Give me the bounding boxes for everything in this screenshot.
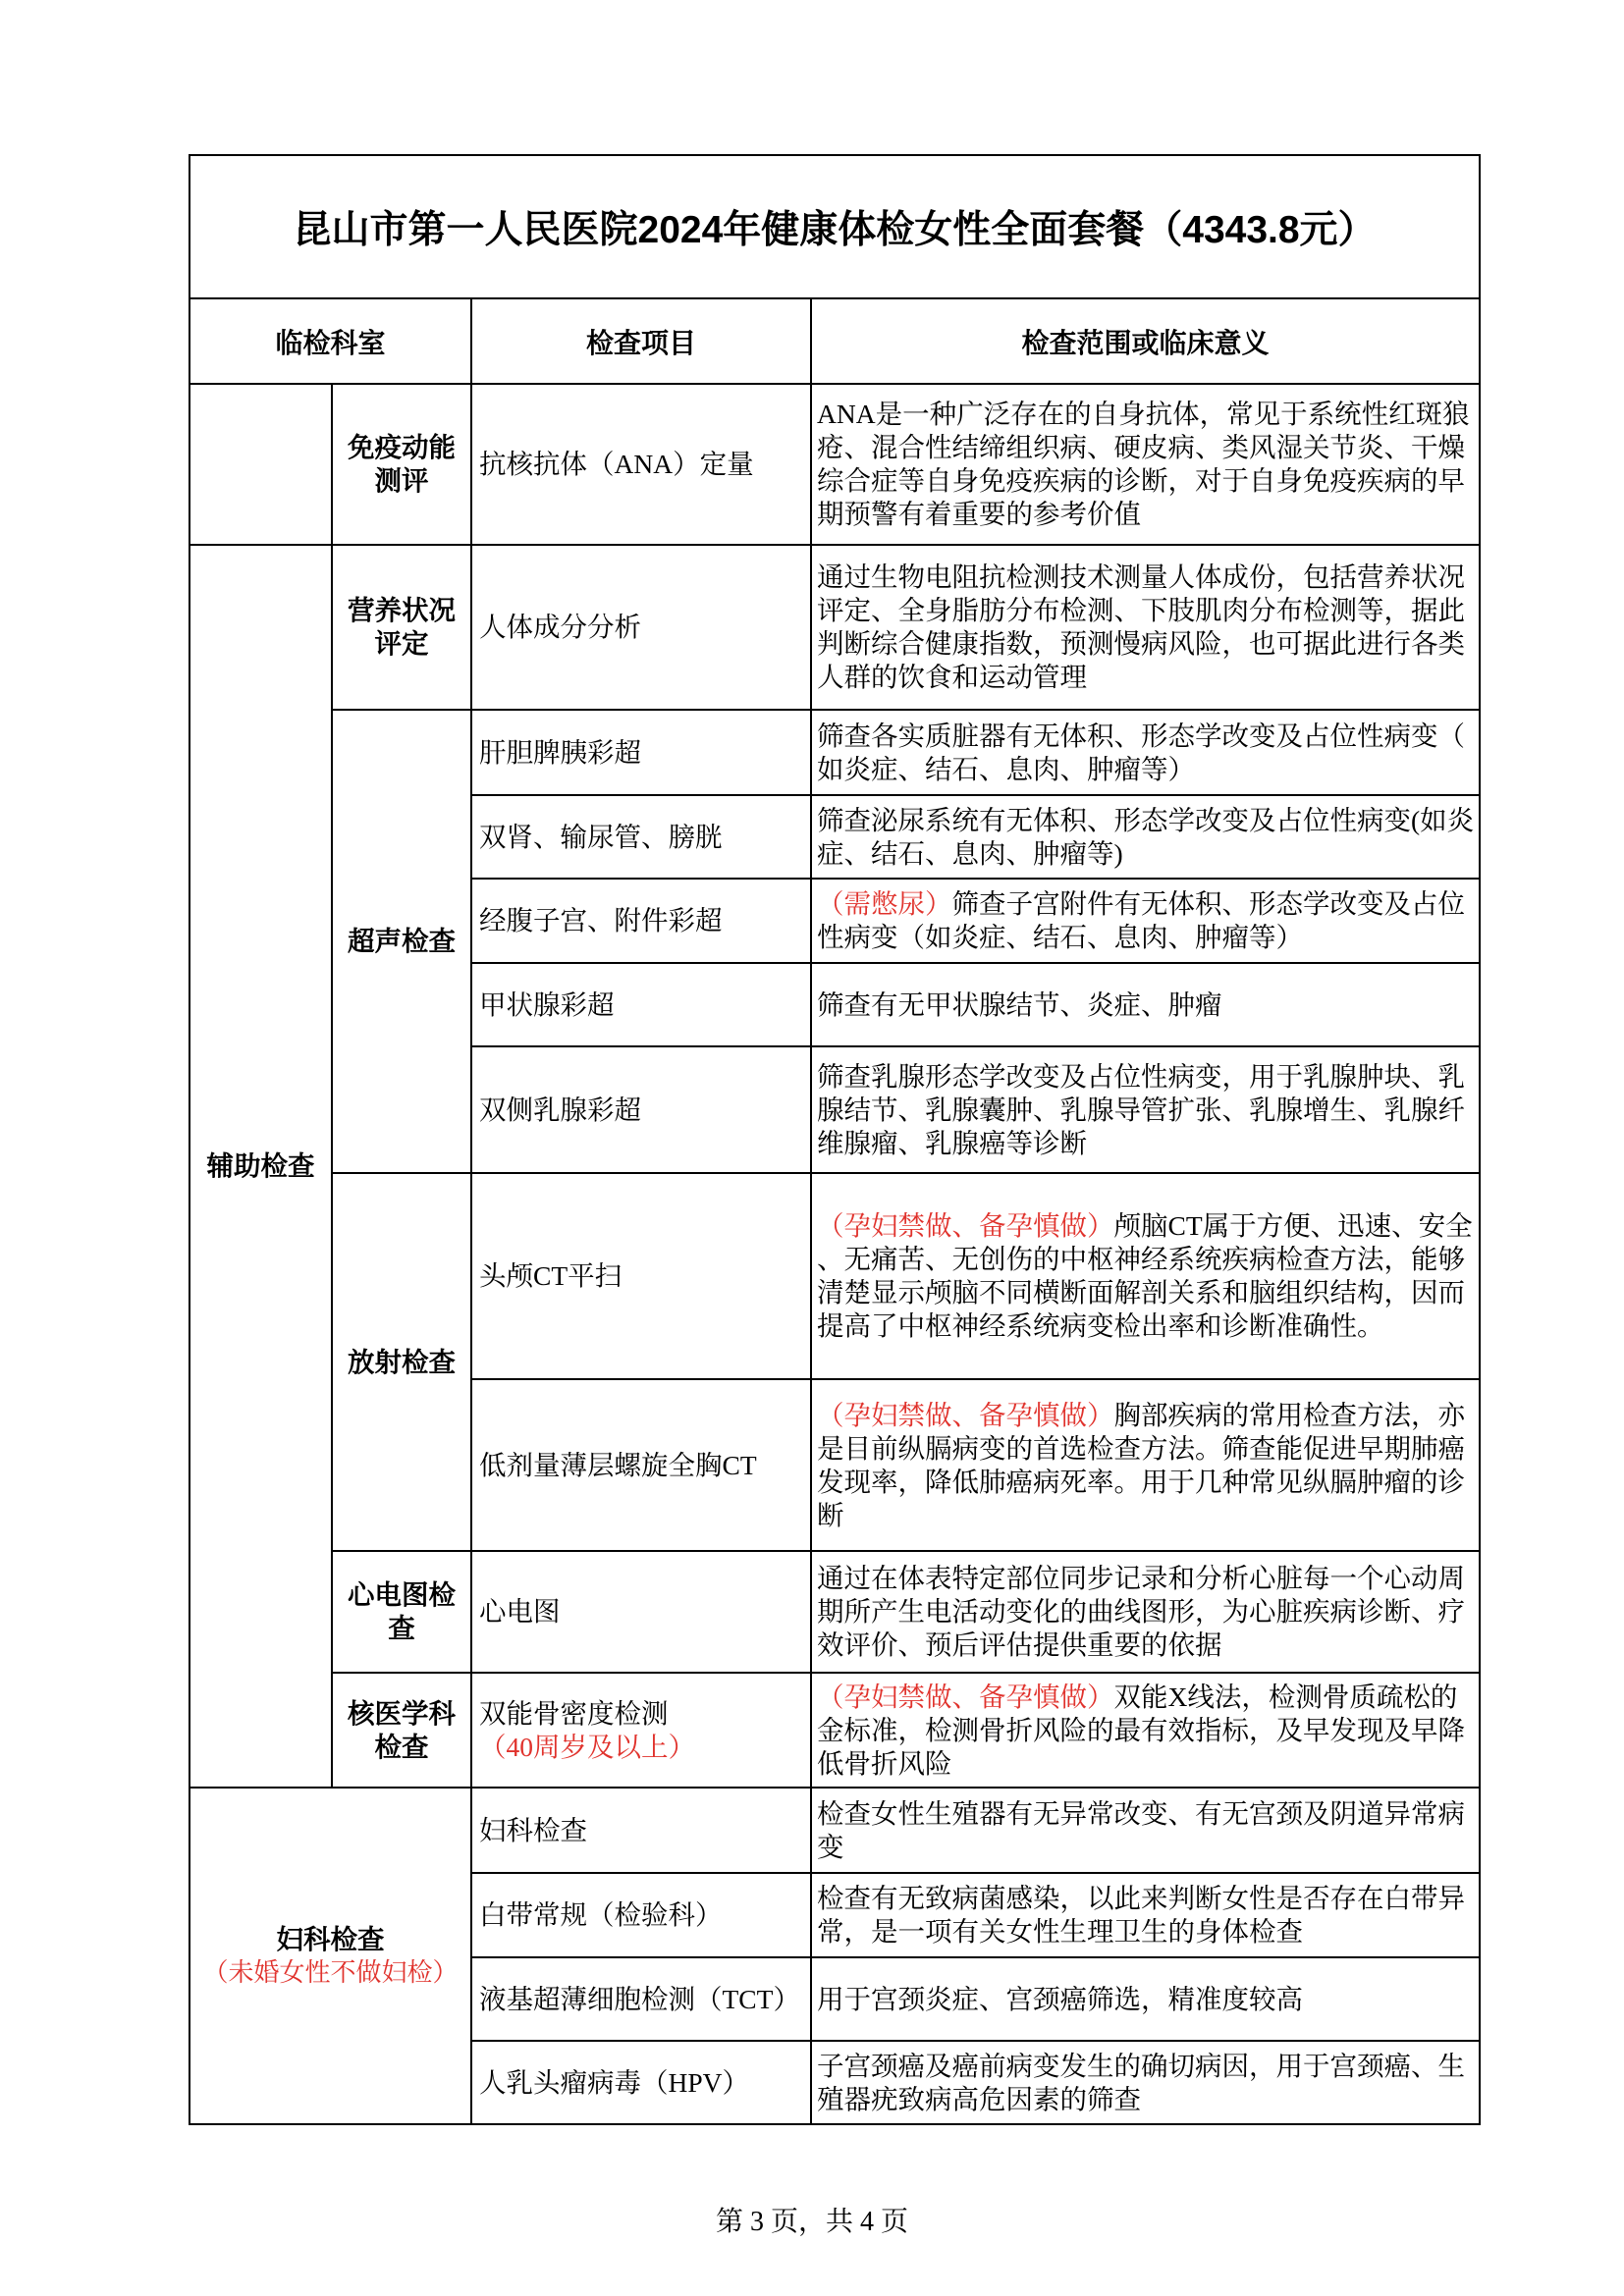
item-significance <box>811 384 1480 545</box>
subdepartment-radiology: 放射检查 <box>332 1173 471 1551</box>
item-name: 抗核抗体（ANA）定量 <box>471 384 811 545</box>
table-row <box>189 1551 1480 1673</box>
significance-text: 胸部疾病的常用检查方法，亦是目前纵膈病变的首选检查方法。筛查能促进早期肺癌发现率，降低肺癌病死率。用于几种常见纵膈肿瘤的诊断 <box>817 1399 1465 1530</box>
significance-text: 双能X线法，检测骨质疏松的金标准，检测骨折风险的最有效指标，及早发现及早降低骨折风险 <box>817 1681 1465 1779</box>
item-significance <box>811 1046 1480 1173</box>
subdepartment-ecg: 心电图检查 <box>332 1551 471 1673</box>
caution-note: （需憋尿） <box>817 888 952 919</box>
item-significance <box>811 1673 1480 1788</box>
item-name: 肝胆脾胰彩超 <box>471 710 811 795</box>
significance-text: 筛查有无甲状腺结节、炎症、肿瘤 <box>817 988 1222 1020</box>
header-item: 检查项目 <box>471 298 811 384</box>
item-name: 低剂量薄层螺旋全胸CT <box>471 1379 811 1551</box>
significance-text: 筛查子宫附件有无体积、形态学改变及占位性病变（如炎症、结石、息肉、肿瘤等） <box>817 888 1465 952</box>
item-significance <box>811 545 1480 710</box>
caution-note: （孕妇禁做、备孕慎做） <box>817 1399 1114 1430</box>
department-auxiliary: 辅助检查 <box>189 545 332 1788</box>
item-name <box>471 1673 811 1788</box>
item-name-text: 双能骨密度检测 <box>479 1697 669 1729</box>
item-name: 双肾、输尿管、膀胱 <box>471 795 811 879</box>
significance-text: 检查有无致病菌感染，以此来判断女性是否存在白带异常，是一项有关女性生理卫生的身体检查 <box>817 1883 1465 1947</box>
table-row <box>189 384 1480 545</box>
item-name: 人体成分分析 <box>471 545 811 710</box>
item-name: 妇科检查 <box>471 1788 811 1873</box>
caution-note: （孕妇禁做、备孕慎做） <box>817 1210 1114 1241</box>
item-name: 甲状腺彩超 <box>471 963 811 1046</box>
age-note: （40周岁及以上） <box>479 1731 695 1762</box>
header-significance: 检查范围或临床意义 <box>811 298 1480 384</box>
item-name: 人乳头瘤病毒（HPV） <box>471 2041 811 2124</box>
table-row <box>189 1673 1480 1788</box>
department-cell-blank <box>189 384 332 545</box>
item-significance <box>811 710 1480 795</box>
department-gynecology-label: 妇科检查 <box>276 1923 385 1954</box>
significance-text: 筛查乳腺形态学改变及占位性病变，用于乳腺肿块、乳腺结节、乳腺囊肿、乳腺导管扩张、乳腺增生、乳腺纤维腺瘤、乳腺癌等诊断 <box>817 1060 1465 1158</box>
significance-text: ANA是一种广泛存在的自身抗体，常见于系统性红斑狼疮、混合性结缔组织病、硬皮病、类风湿关节炎、干燥综合症等自身免疫疾病的诊断，对于自身免疫疾病的早期预警有着重要的参考价值 <box>817 399 1470 529</box>
item-name: 头颅CT平扫 <box>471 1173 811 1379</box>
item-significance <box>811 1173 1480 1379</box>
item-significance <box>811 1379 1480 1551</box>
subdepartment-ultrasound: 超声检查 <box>332 710 471 1173</box>
table-row <box>189 1173 1480 1379</box>
table-row <box>189 1788 1480 1873</box>
subdepartment-nuclear: 核医学科检查 <box>332 1673 471 1788</box>
table-row <box>189 710 1480 795</box>
item-significance <box>811 795 1480 879</box>
significance-text: 筛查各实质脏器有无体积、形态学改变及占位性病变（如炎症、结石、息肉、肿瘤等） <box>817 720 1465 784</box>
item-name: 白带常规（检验科） <box>471 1873 811 1957</box>
significance-text: 检查女性生殖器有无异常改变、有无宫颈及阴道异常病变 <box>817 1797 1465 1862</box>
table-row <box>189 545 1480 710</box>
significance-text: 通过在体表特定部位同步记录和分析心脏每一个心动周期所产生电活动变化的曲线图形，为心脏疾病诊断、疗效评价、预后评估提供重要的依据 <box>817 1563 1465 1660</box>
header-row <box>189 298 1480 384</box>
significance-text: 用于宫颈炎症、宫颈癌筛选，精准度较高 <box>817 1983 1303 2014</box>
item-significance <box>811 963 1480 1046</box>
item-significance <box>811 879 1480 963</box>
item-significance <box>811 2041 1480 2124</box>
significance-text: 子宫颈癌及癌前病变发生的确切病因，用于宫颈癌、生殖器疣致病高危因素的筛查 <box>817 2050 1465 2114</box>
item-name: 双侧乳腺彩超 <box>471 1046 811 1173</box>
item-significance <box>811 1873 1480 1957</box>
item-name: 心电图 <box>471 1551 811 1673</box>
item-name: 经腹子宫、附件彩超 <box>471 879 811 963</box>
header-department: 临检科室 <box>189 298 471 384</box>
page-title: 昆山市第一人民医院2024年健康体检女性全面套餐（4343.8元） <box>189 155 1480 298</box>
subdepartment-nutrition: 营养状况评定 <box>332 545 471 710</box>
page-number: 第 3 页，共 4 页 <box>715 2207 908 2237</box>
significance-text: 颅脑CT属于方便、迅速、安全、无痛苦、无创伤的中枢神经系统疾病检查方法，能够清楚显示颅脑不同横断面解剖关系和脑组织结构，因而提高了中枢神经系统病变检出率和诊断准确性。 <box>817 1210 1473 1341</box>
significance-text: 筛查泌尿系统有无体积、形态学改变及占位性病变(如炎症、结石、息肉、肿瘤等) <box>817 804 1475 869</box>
significance-text: 通过生物电阻抗检测技术测量人体成份，包括营养状况评定、全身脂肪分布检测、下肢肌肉分布检测等，据此判断综合健康指数，预测慢病风险，也可据此进行各类人群的饮食和运动管理 <box>817 561 1465 692</box>
department-gynecology <box>189 1788 471 2124</box>
checkup-package-table <box>189 154 1481 2125</box>
item-significance <box>811 1957 1480 2041</box>
subdepartment-immune: 免疫动能测评 <box>332 384 471 545</box>
item-name: 液基超薄细胞检测（TCT） <box>471 1957 811 2041</box>
gynecology-note: （未婚女性不做妇检） <box>202 1957 459 1987</box>
title-row <box>189 155 1480 298</box>
item-significance <box>811 1551 1480 1673</box>
caution-note: （孕妇禁做、备孕慎做） <box>817 1681 1114 1712</box>
item-significance <box>811 1788 1480 1873</box>
